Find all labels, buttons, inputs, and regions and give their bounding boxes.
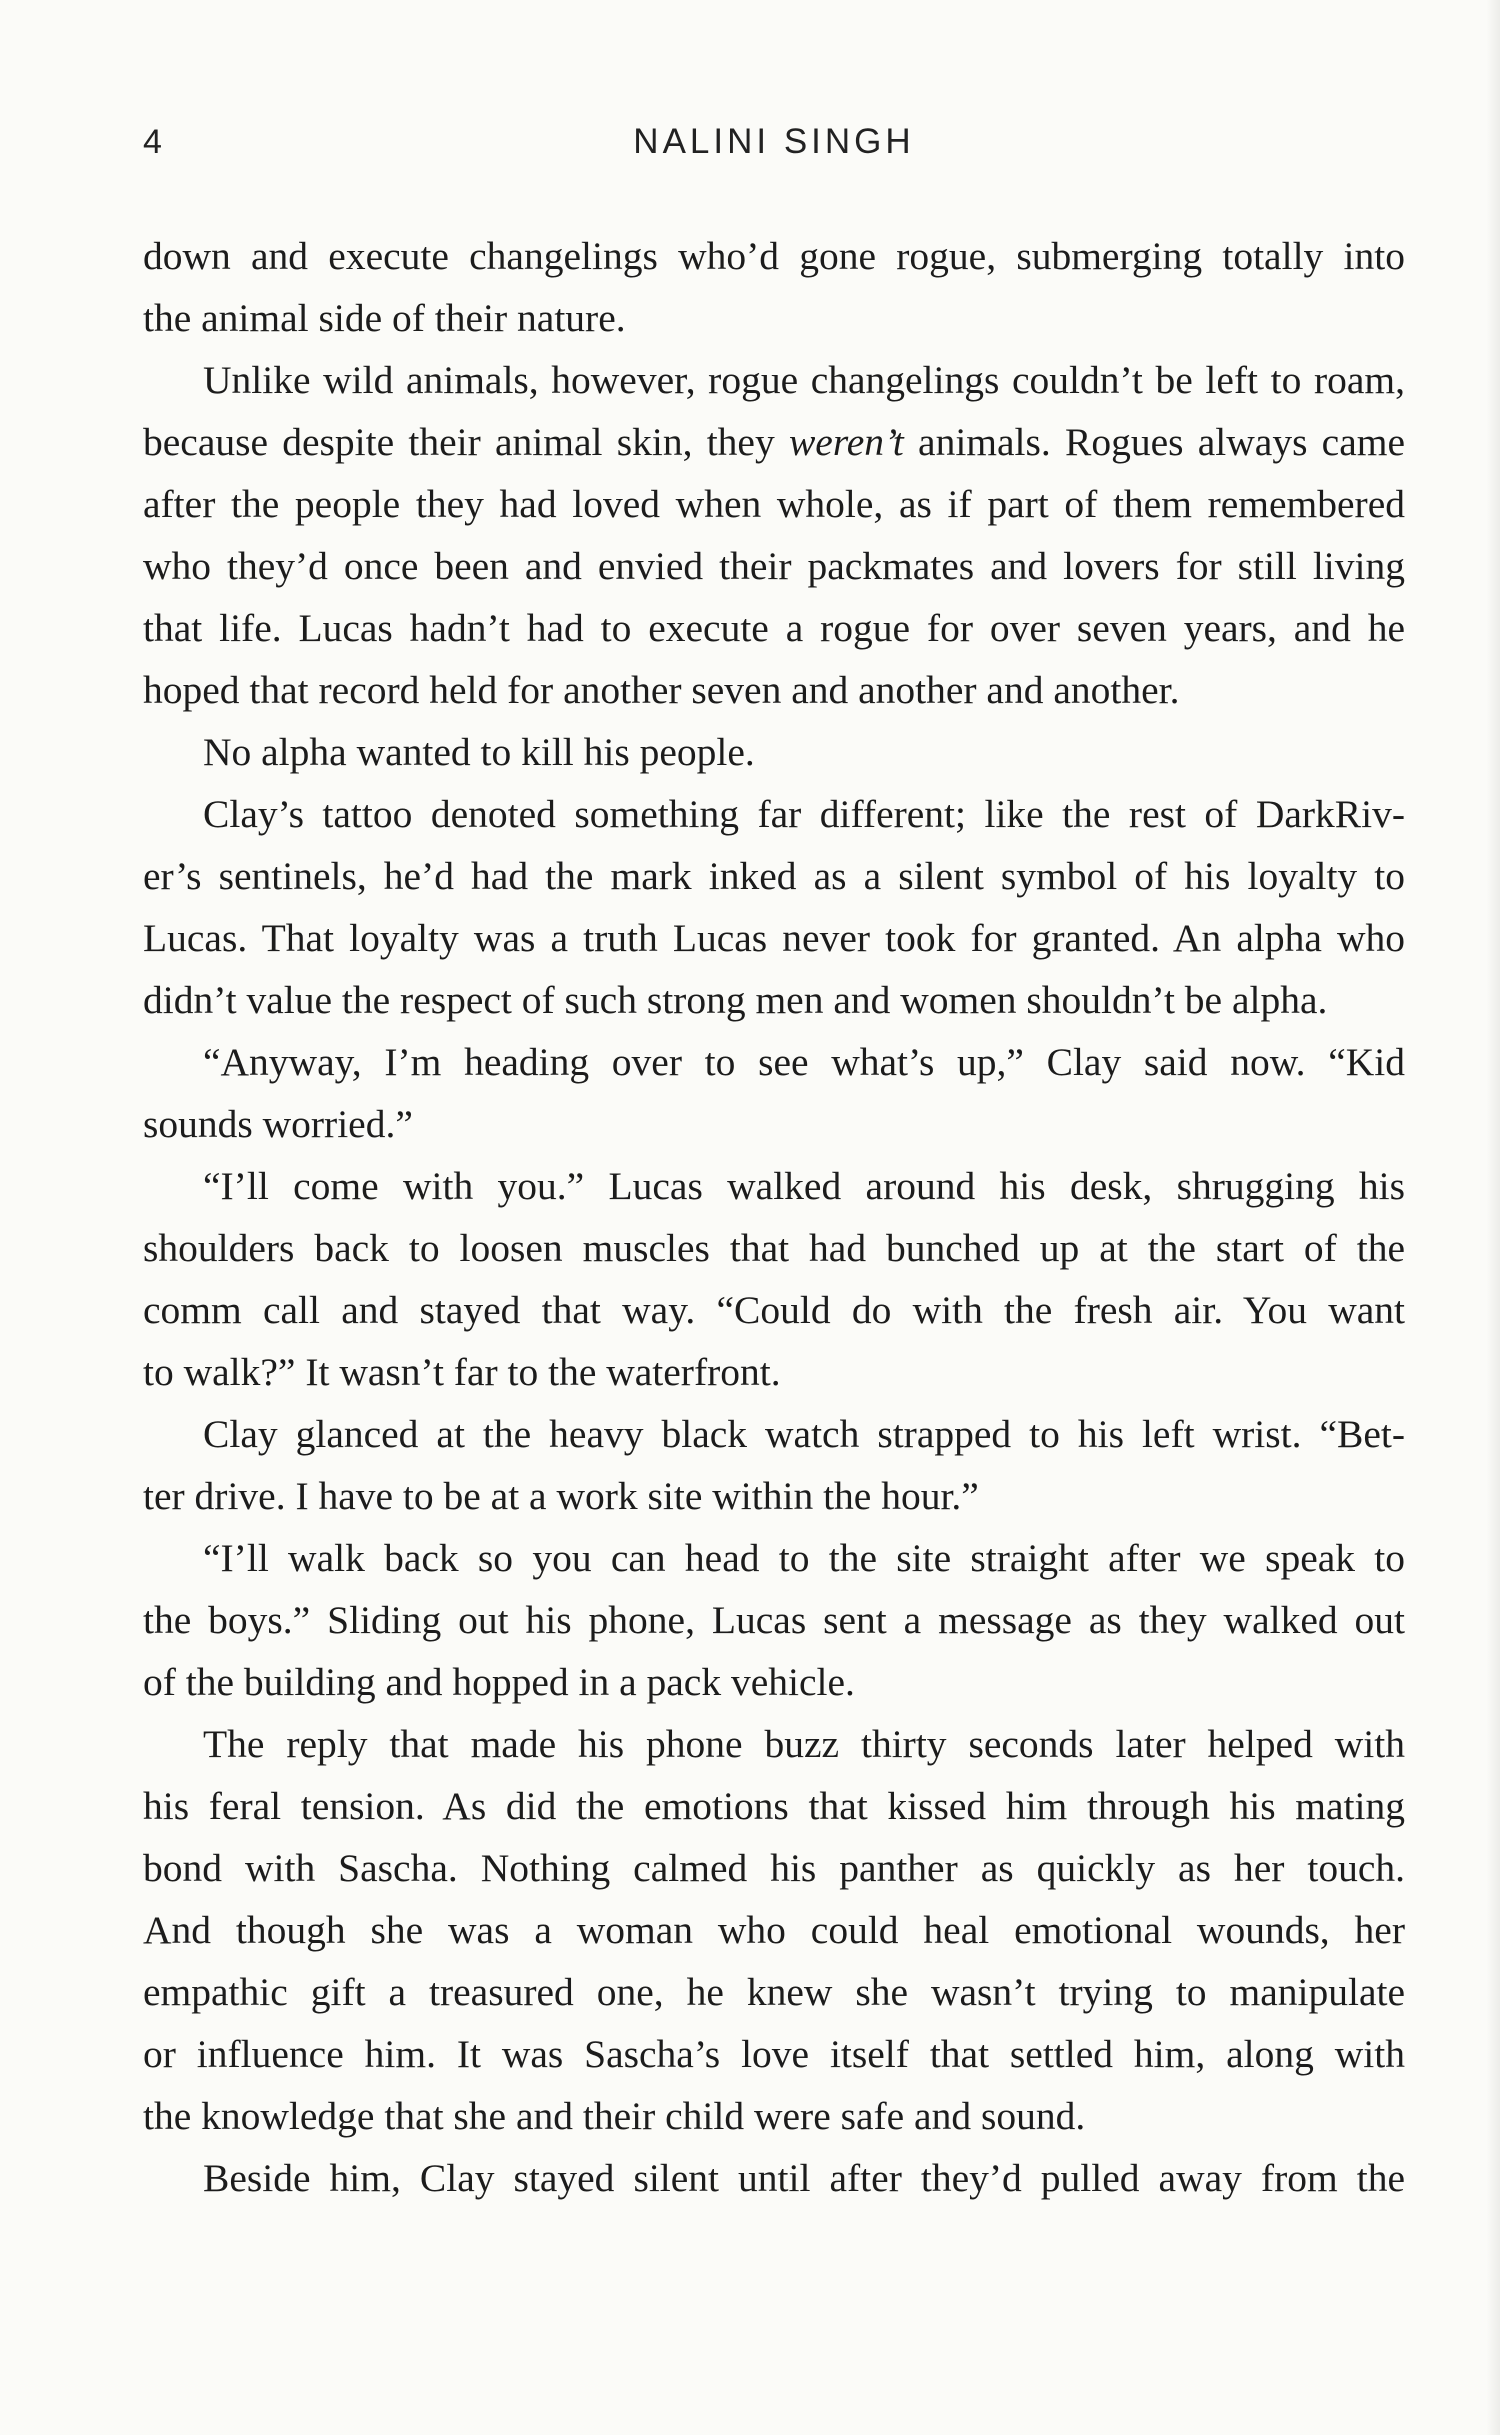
text-line: the boys.” Sliding out his phone, Lucas sent a message as they walked out xyxy=(143,1598,1405,1642)
text-line: The reply that made his phone buzz thirty seconds later helped with xyxy=(203,1722,1405,1766)
text-line: “I’ll walk back so you can head to the site straight after we speak to xyxy=(203,1536,1405,1580)
text-line xyxy=(143,411,1405,473)
text-line: who they’d once been and envied their packmates and lovers for still living xyxy=(143,544,1405,588)
text-line: bond with Sascha. Nothing calmed his panther as quickly as her touch. xyxy=(143,1846,1405,1890)
text-line: “I’ll come with you.” Lucas walked around his desk, shrugging his xyxy=(203,1164,1405,1208)
text-line: or influence him. It was Sascha’s love itself that settled him, along with xyxy=(143,2032,1405,2076)
text-line: ter drive. I have to be at a work site within the hour.” xyxy=(143,1474,979,1518)
text-line: Clay glanced at the heavy black watch strapped to his left wrist. “Bet- xyxy=(203,1412,1405,1456)
page-edge-shadow xyxy=(1486,0,1500,2435)
text-line: of the building and hopped in a pack vehicle. xyxy=(143,1660,855,1704)
text-line: hoped that record held for another seven and another and another. xyxy=(143,668,1180,712)
text-line: Unlike wild animals, however, rogue changelings couldn’t be left to roam, xyxy=(203,358,1405,402)
text-line: empathic gift a treasured one, he knew she wasn’t trying to manipulate xyxy=(143,1970,1405,2014)
body-text xyxy=(143,225,1405,2209)
text-line: down and execute changelings who’d gone rogue, submerging totally into xyxy=(143,234,1405,278)
text-line: sounds worried.” xyxy=(143,1102,413,1146)
text-line: didn’t value the respect of such strong men and women shouldn’t be alpha. xyxy=(143,978,1328,1022)
running-head: NALINI SINGH xyxy=(633,122,915,161)
text-line: No alpha wanted to kill his people. xyxy=(203,730,755,774)
text-line: comm call and stayed that way. “Could do with the fresh air. You want xyxy=(143,1288,1405,1332)
text-line: Beside him, Clay stayed silent until after they’d pulled away from the xyxy=(203,2156,1405,2200)
text-fragment: animals. Rogues always came xyxy=(918,420,1405,464)
text-fragment: because despite their animal skin, they xyxy=(143,420,775,464)
text-line: And though she was a woman who could heal emotional wounds, her xyxy=(143,1908,1405,1952)
text-line: “Anyway, I’m heading over to see what’s up,” Clay said now. “Kid xyxy=(203,1040,1405,1084)
text-line: Clay’s tattoo denoted something far different; like the rest of DarkRiv- xyxy=(203,792,1405,836)
text-line: to walk?” It wasn’t far to the waterfront. xyxy=(143,1350,781,1394)
text-line: Lucas. That loyalty was a truth Lucas never took for granted. An alpha who xyxy=(143,916,1405,960)
text-line: that life. Lucas hadn’t had to execute a rogue for over seven years, and he xyxy=(143,606,1405,650)
text-line: his feral tension. As did the emotions that kissed him through his mating xyxy=(143,1784,1405,1828)
text-line: er’s sentinels, he’d had the mark inked as a silent symbol of his loyalty to xyxy=(143,854,1405,898)
text-line: after the people they had loved when whole, as if part of them remembered xyxy=(143,482,1405,526)
text-line: shoulders back to loosen muscles that had bunched up at the start of the xyxy=(143,1226,1405,1270)
page-number: 4 xyxy=(143,123,162,161)
text-line: the animal side of their nature. xyxy=(143,296,626,340)
page-header xyxy=(143,112,1405,172)
text-line: the knowledge that she and their child were safe and sound. xyxy=(143,2094,1086,2138)
emphasized-word: weren’t xyxy=(788,420,904,464)
